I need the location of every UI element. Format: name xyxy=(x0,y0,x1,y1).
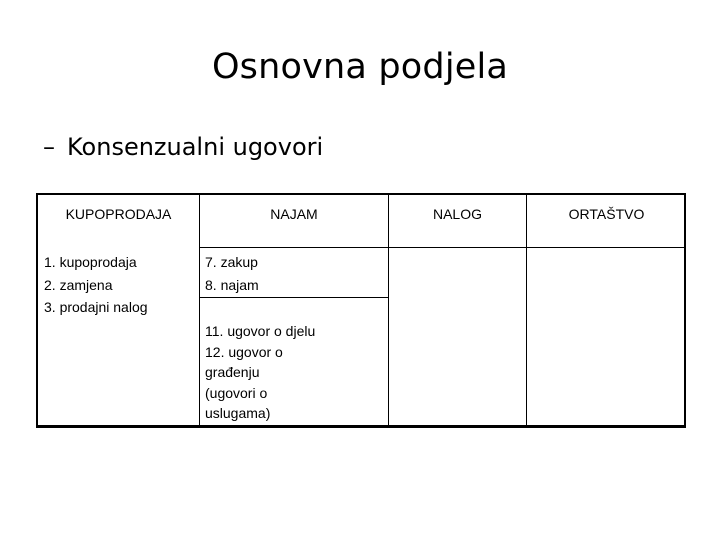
header-ortastvo: ORTAŠTVO xyxy=(568,206,645,222)
list-item: 1. kupoprodaja xyxy=(44,254,137,270)
list-item: uslugama) xyxy=(205,405,271,421)
najam-list-bottom xyxy=(205,321,315,424)
list-item: (ugovori o xyxy=(205,384,268,401)
header-najam: NAJAM xyxy=(270,206,318,222)
list-item: 8. najam xyxy=(205,276,259,293)
list-item: 3. prodajni nalog xyxy=(44,299,148,315)
bullet-item xyxy=(43,130,323,164)
header-nalog: NALOG xyxy=(432,206,482,222)
list-item: 7. zakup xyxy=(205,254,258,270)
list-item: 11. ugovor o djelu xyxy=(205,323,316,339)
najam-divider xyxy=(200,297,388,298)
slide-title: Osnovna podjela xyxy=(211,47,509,87)
header-row-divider xyxy=(200,247,686,248)
bullet-text: Konsenzualni ugovori xyxy=(67,133,324,161)
column-divider xyxy=(199,195,200,425)
column-divider xyxy=(526,195,527,425)
list-item: 12. ugovor o xyxy=(205,343,283,360)
header-kupoprodaja: KUPOPRODAJA xyxy=(65,206,172,222)
contracts-table xyxy=(36,193,686,428)
kupoprodaja-list xyxy=(44,251,148,319)
list-item: 2. zamjena xyxy=(44,276,113,293)
list-item: građenju xyxy=(205,364,260,380)
najam-list-top xyxy=(205,251,259,296)
bullet-dash: – xyxy=(43,133,55,161)
column-divider xyxy=(388,195,389,425)
